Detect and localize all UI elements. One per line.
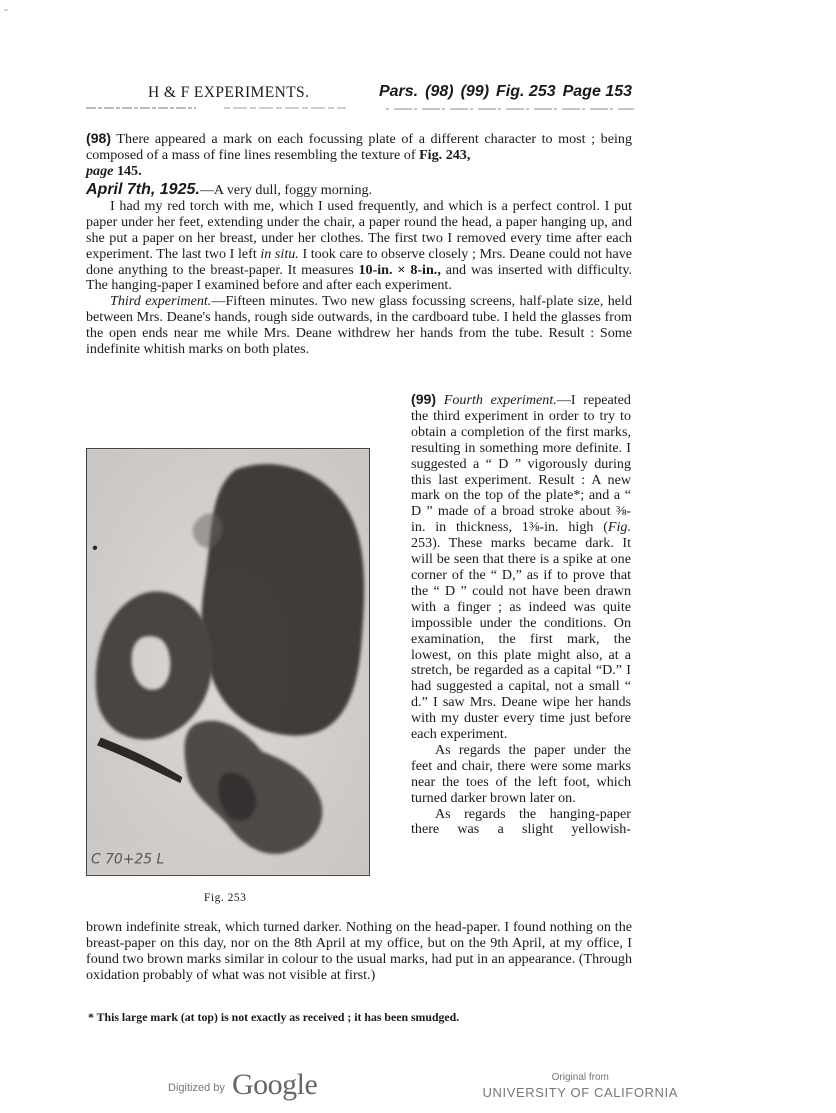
entry-in-situ: in situ. (260, 245, 299, 262)
para-99-text-b: 253). These marks became dark. It will be seen that there is a spike at one corner of the “ D,” as if to prove that the “ D ” could not have been drawn with a finger ; as indeed was quite impossible under the conditions. On examination, the first mark, the lowest, on this plate might also, at a stretch, be regarded as a capital “D.” I had suggested a capital, not a small “ d.” I saw Mrs. Deane wipe her hands with my duster every time just before each experiment. (411, 535, 631, 743)
original-from-label: Original from (551, 1072, 609, 1083)
third-experiment-label: Third experiment. (110, 293, 212, 310)
header-par-a: (98) (425, 83, 454, 100)
institution-name: UNIVERSITY OF CALIFORNIA (482, 1085, 678, 1100)
large-smudged-mark (202, 464, 365, 735)
entry-paper-size: 10-in. × 8-in., (358, 261, 441, 278)
figure-caption: Fig. 253 (204, 892, 247, 904)
entry-third-experiment (86, 294, 632, 358)
para-99-feet: As regards the paper under the feet and chair, there were some marks near the toes of the left foot, which turned darker brown later on. (411, 741, 631, 806)
header-fig: Fig. 253 (496, 83, 556, 100)
header-rule (86, 106, 634, 112)
para-98-fig-ref: Fig. 243, (419, 146, 471, 163)
footnote: * This large mark (at top) is not exactly as received ; it has been smudged. (88, 1010, 460, 1024)
plate-marking: C 70+25 L (90, 851, 165, 868)
fourth-experiment-label: Fourth experiment. (443, 392, 557, 408)
dot-mark (93, 546, 97, 550)
third-experiment-text: —Fifteen minutes. Two new glass focussing screens, half-plate size, held between Mrs. Deane's hands, rough side outwards, in the cardboard tube. I held the glasses from the open ends near me while Mrs. Deane withdrew her hands from the tube. Result : Some indefinite whitish marks on both plates. (86, 293, 633, 358)
entry-weather: —A very dull, foggy morning. (199, 182, 373, 198)
header-refs (372, 83, 632, 101)
digitized-by-label: Digitized by (168, 1082, 225, 1094)
corner-mark: - (4, 2, 8, 16)
header-page: Page 153 (562, 83, 632, 100)
para-98-text: There appeared a mark on each focussing plate of a different character to most ; being composed of a mass of fine lines resembling the texture of (86, 131, 632, 163)
para-99-main (411, 392, 631, 743)
entry-controls-text-a: I had my red torch with me, which I used frequently, and which is a perfect control. I put paper under her feet, extending under the chair, a paper round the head, a paper hanging up, and she put a paper on her breast, under her clothes. The first two I removed every time after each experiment. The last two I left (86, 197, 632, 262)
para-99-column (411, 392, 631, 838)
para-98-number: (98) (86, 130, 112, 146)
plate-image (87, 449, 369, 875)
entry-controls-text-c: and was inserted with difficulty. The hanging-paper I examined before and after each experiment. (86, 261, 632, 294)
para-99-text-a: —I repeated the third experiment in order to try to obtain a completion of the first marks, resulting in something more definite. I suggested a “ D ” vigorously during this last experiment. Result : A new mark on the top of the plate*; and a “ D ” made of a broad stroke about ⅜-in. in thickness, 1⅜-in. high ( (411, 392, 631, 536)
para-99-hanging-start: As regards the hanging-paper there was a slight yellowish- (411, 805, 631, 838)
header-par-b: (99) (460, 83, 490, 100)
april-7-entry (86, 182, 632, 358)
para-99-number: (99) (411, 391, 437, 407)
original-from (483, 1072, 678, 1100)
para-99-fig-ref: Fig. (607, 519, 631, 536)
para-98-page-num: 145. (116, 162, 142, 179)
para-99-continuation: brown indefinite streak, which turned darker. Nothing on the head-paper. I found nothing on the breast-paper on this day, nor on the 8th April at my office, but on the 9th April, at my office, I found two brown marks similar in colour to the usual marks, had put in an appearance. (Through oxidation probably of what was not visible at first.) (86, 919, 632, 983)
para-98 (86, 131, 632, 180)
header-pars-label: Pars. (378, 83, 419, 100)
para-98-page-word: page (86, 162, 114, 179)
running-head (148, 84, 632, 106)
entry-controls-text-b: I took care to observe closely ; Mrs. Deane could not have done anything to the breast-paper. It measures (86, 245, 633, 278)
figure-253-photo (86, 448, 370, 876)
entry-paragraph-controls (86, 199, 632, 294)
entry-date: April 7th, 1925. (86, 181, 200, 198)
google-logo: Google (232, 1068, 318, 1101)
header-title: H & F EXPERIMENTS. (148, 84, 310, 101)
